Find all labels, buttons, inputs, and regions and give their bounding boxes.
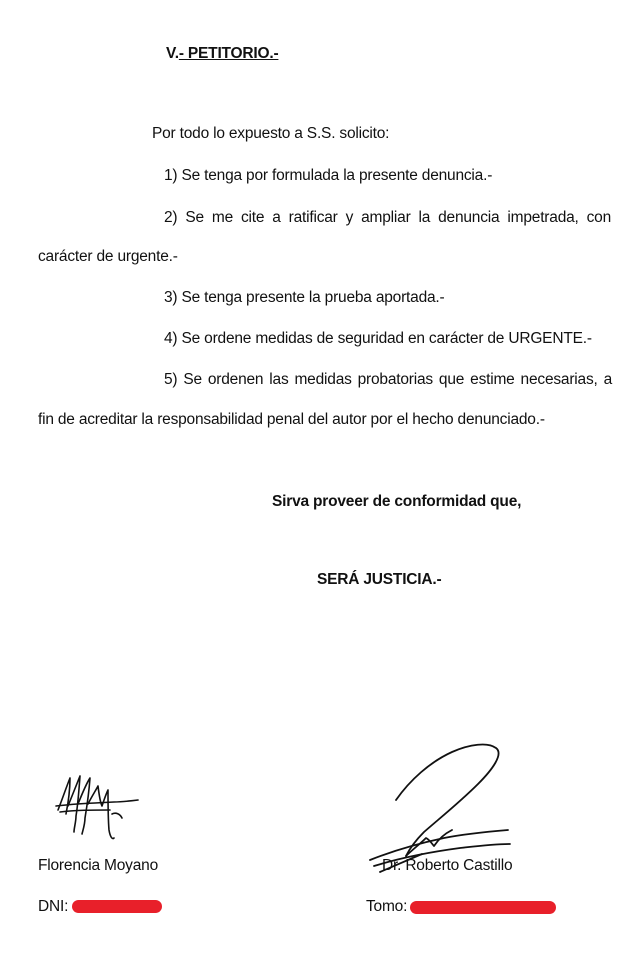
- petition-item-2-line-2: carácter de urgente.-: [38, 248, 178, 265]
- left-signature: [52, 770, 142, 845]
- right-signatory-name: Dr. Roberto Castillo: [382, 857, 513, 874]
- petition-item-4: 4) Se ordene medidas de seguridad en carácter de URGENTE.-: [164, 330, 592, 347]
- heading-title: - PETITORIO.-: [178, 45, 279, 62]
- petition-intro: Por todo lo expuesto a S.S. solicito:: [152, 125, 390, 142]
- petition-item-3: 3) Se tenga presente la prueba aportada.-: [164, 289, 445, 306]
- left-signatory-name: Florencia Moyano: [38, 857, 158, 874]
- petition-item-1: 1) Se tenga por formulada la presente denuncia.-: [164, 167, 493, 184]
- dni-redaction-mark: [72, 900, 162, 913]
- heading-prefix: V.: [166, 45, 179, 62]
- tomo-redaction-mark: [410, 901, 556, 914]
- tomo-label: Tomo:: [366, 898, 408, 915]
- closing-justice: SERÁ JUSTICIA.-: [317, 571, 442, 588]
- petition-item-2-line-1: 2) Se me cite a ratificar y ampliar la denuncia impetrada, con: [164, 209, 611, 226]
- petition-item-5-line-1: 5) Se ordenen las medidas probatorias que estime necesarias, a: [164, 371, 612, 388]
- petition-item-5-line-2: fin de acreditar la responsabilidad penal del autor por el hecho denunciado.-: [38, 411, 545, 428]
- section-heading: [166, 44, 278, 64]
- closing-request: Sirva proveer de conformidad que,: [272, 493, 522, 510]
- dni-label: DNI:: [38, 898, 69, 915]
